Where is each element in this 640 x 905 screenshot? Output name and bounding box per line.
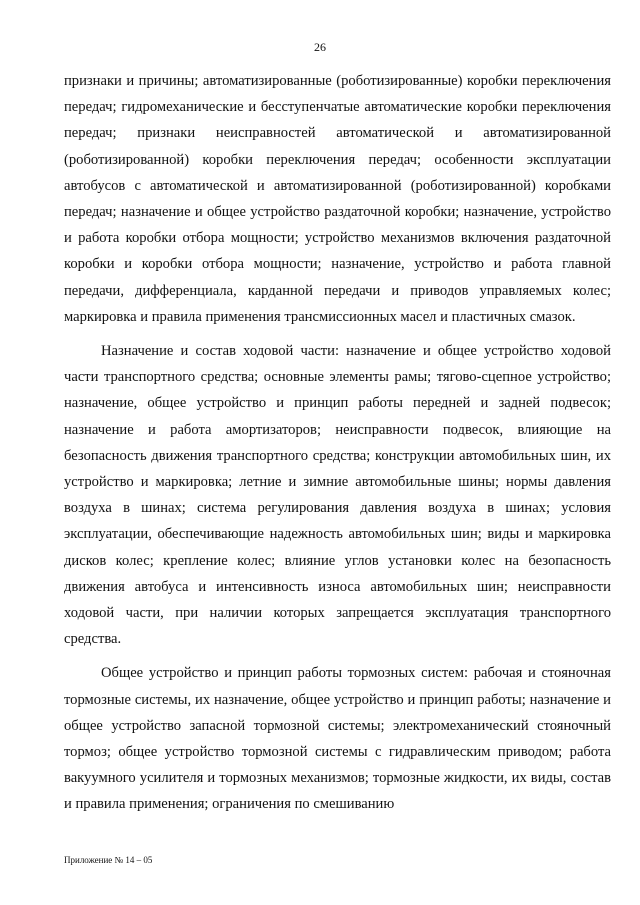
- page-number: 26: [314, 40, 326, 54]
- paragraph-brake-systems: Общее устройство и принцип работы тормозных систем: рабочая и стояночная тормозные системы, их назначение, общее устройство и принцип работы; назначение и общее устройство запасной тормозной системы; электромеханический стояночный тормоз; общее устройство тормозной системы с гидравлическим приводом; работа вакуумного усилителя и тормозных механизмов; тормозные жидкости, их виды, состав и правила применения; ограничения по смешиванию: [64, 665, 611, 813]
- body-text: [64, 68, 611, 826]
- footer-appendix-label: Приложение № 14 – 05: [64, 855, 153, 865]
- paragraph-running-gear: Назначение и состав ходовой части: назначение и общее устройство ходовой части транспортного средства; основные элементы рамы; тягово-сцепное устройство; назначение, общее устройство и принцип работы передней и задней подвесок; назначение и работа амортизаторов; неисправности подвесок, влияющие на безопасность движения транспортного средства; конструкции автомобильных шин, их устройство и маркировка; летние и зимние автомобильные шины; нормы давления воздуха в шинах; система регулирования давления воздуха в шинах; условия эксплуатации, обеспечивающие надежность автомобильных шин; виды и маркировка дисков колес; крепление колес; влияние углов установки колес на безопасность движения автобуса и интенсивность износа автомобильных шин; неисправности ходовой части, при наличии которых запрещается эксплуатация транспортного средства.: [64, 343, 611, 648]
- paragraph-transmission: признаки и причины; автоматизированные (роботизированные) коробки переключения передач; гидромеханические и бесступенчатые автоматические коробки переключения передач; признаки неисправностей автоматической и автоматизированной (роботизированной) коробки переключения передач; особенности эксплуатации автобусов с автоматической и автоматизированной (роботизированной) коробками передач; назначение и общее устройство раздаточной коробки; назначение, устройство и работа коробки отбора мощности; устройство механизмов включения раздаточной коробки и коробки отбора мощности; назначение, устройство и работа главной передачи, дифференциала, карданной передачи и приводов управляемых колес; маркировка и правила применения трансмиссионных масел и пластичных смазок.: [64, 73, 611, 325]
